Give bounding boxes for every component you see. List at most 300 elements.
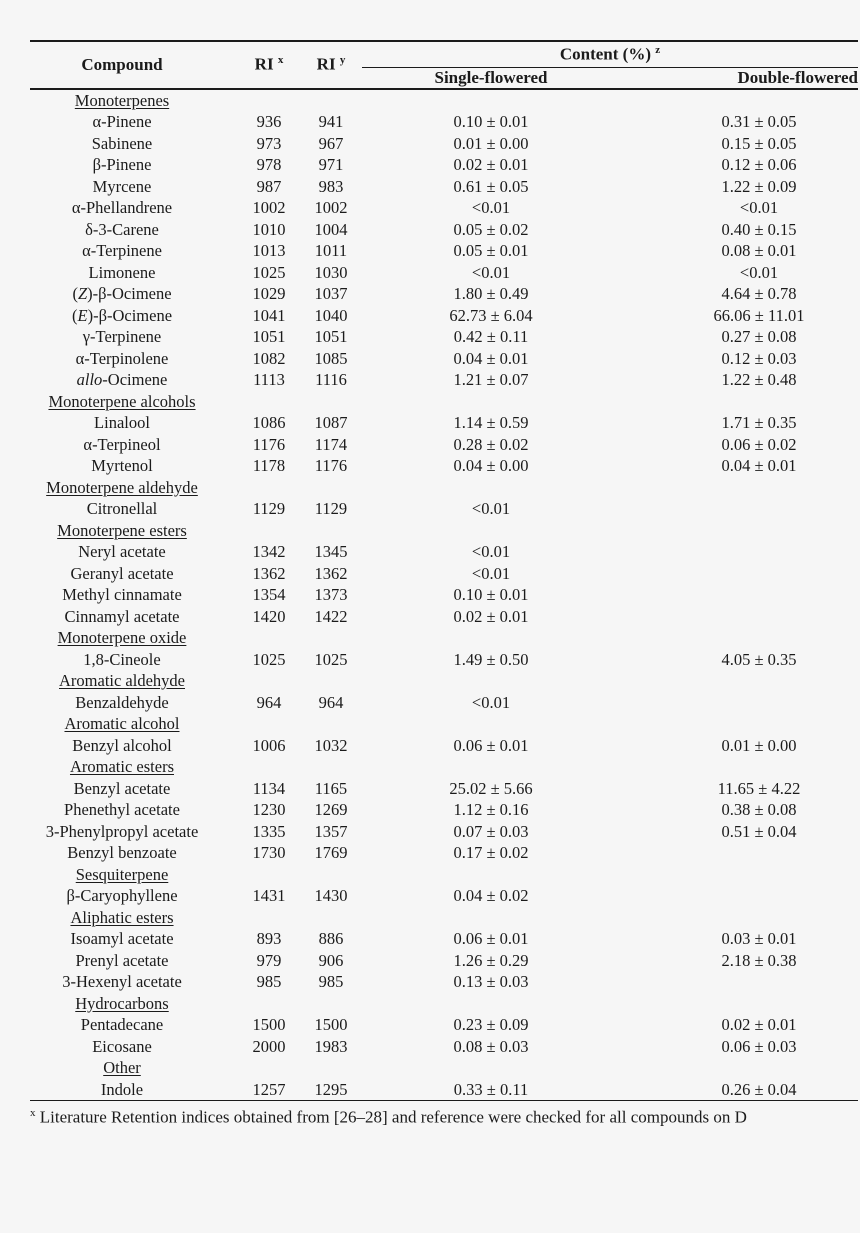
ri-y-value: 1030 [314, 262, 348, 282]
empty-cell [362, 520, 620, 542]
compound-name: Benzaldehyde [75, 692, 169, 712]
content-superscript: z [655, 43, 661, 56]
ri-y-value: 1087 [314, 413, 348, 432]
column-header-double-flowered: Double-flowered [620, 67, 858, 89]
ri-x-value: 1025 [252, 262, 286, 282]
table-row [30, 584, 858, 606]
table-row [30, 971, 858, 993]
ri-y-value: 1002 [314, 198, 348, 217]
group-label: Monoterpene aldehyde [46, 477, 198, 497]
ri-x-value: 1420 [252, 606, 286, 626]
empty-cell [362, 391, 620, 413]
group-row [30, 391, 858, 413]
double-flowered-value [620, 842, 858, 864]
compound-name: α-Terpinolene [75, 348, 169, 368]
ri-x-superscript: x [277, 54, 284, 67]
table-row [30, 412, 858, 434]
ri-x-value: 973 [256, 133, 282, 153]
empty-cell [238, 520, 300, 542]
ri-x-value: 1129 [252, 499, 286, 518]
compound-name: β-Caryophyllene [66, 886, 178, 905]
compound-name: α-Terpineol [83, 434, 161, 454]
ri-x-value: 1730 [252, 843, 286, 862]
single-flowered-value: 0.02 ± 0.01 [453, 155, 529, 174]
compound-name: 3-Phenylpropyl acetate [45, 821, 199, 841]
compound-name: (E)-β-Ocimene [71, 305, 173, 325]
ri-y-value: 1116 [315, 370, 347, 389]
double-flowered-value: 4.64 ± 0.78 [721, 284, 797, 303]
compound-name: Neryl acetate [78, 542, 166, 561]
ri-x-value: 1176 [252, 434, 286, 454]
double-flowered-value: 0.15 ± 0.05 [721, 133, 797, 153]
compound-content-table [30, 40, 858, 1101]
group-label: Aromatic esters [69, 757, 174, 776]
empty-cell [620, 1057, 858, 1079]
column-header-content [362, 41, 858, 67]
table-row [30, 133, 858, 155]
compound-name: α-Terpinene [82, 241, 162, 260]
single-flowered-value: 0.28 ± 0.02 [453, 434, 529, 454]
single-flowered-value: 0.10 ± 0.01 [453, 585, 529, 604]
empty-cell [300, 864, 362, 886]
group-label: Aliphatic esters [70, 907, 174, 927]
single-flowered-value: 0.61 ± 0.05 [453, 176, 529, 196]
ri-y-value: 1357 [314, 821, 348, 841]
empty-cell [620, 713, 858, 735]
ri-y-value: 1174 [314, 434, 348, 454]
table-row [30, 348, 858, 370]
ri-x-value: 985 [256, 972, 282, 991]
table-row [30, 885, 858, 907]
ri-y-value: 1165 [314, 778, 348, 798]
table-row [30, 1014, 858, 1036]
group-label: Monoterpene alcohols [48, 391, 196, 411]
double-flowered-value [620, 971, 858, 993]
single-flowered-value: 25.02 ± 5.66 [449, 778, 533, 798]
compound-name: Linalool [94, 413, 150, 432]
double-flowered-value: 0.06 ± 0.02 [721, 434, 797, 454]
compound-name: Cinnamyl acetate [64, 606, 180, 626]
double-flowered-value: 0.12 ± 0.03 [721, 348, 797, 368]
single-flowered-value: 62.73 ± 6.04 [449, 305, 533, 325]
empty-cell [620, 391, 858, 413]
single-flowered-value: 1.21 ± 0.07 [453, 370, 529, 389]
ri-y-value: 1430 [314, 886, 348, 905]
empty-cell [362, 1057, 620, 1079]
compound-name: Citronellal [86, 499, 158, 518]
empty-cell [362, 756, 620, 778]
single-flowered-value: 0.02 ± 0.01 [453, 606, 529, 626]
ri-y-value: 1037 [314, 284, 348, 303]
single-flowered-value: 0.08 ± 0.03 [453, 1036, 529, 1056]
group-label: Aromatic alcohol [64, 714, 180, 733]
double-flowered-value: 0.04 ± 0.01 [721, 456, 797, 475]
single-flowered-value: 0.42 ± 0.11 [453, 327, 529, 346]
ri-y-value: 1032 [314, 735, 348, 755]
group-label: Hydrocarbons [75, 993, 169, 1013]
empty-cell [362, 907, 620, 929]
single-flowered-value: 0.17 ± 0.02 [453, 843, 529, 862]
compound-name: Sabinene [91, 133, 153, 153]
empty-cell [300, 907, 362, 929]
empty-cell [362, 477, 620, 499]
ri-y-superscript: y [339, 54, 346, 67]
ri-y-value: 1362 [314, 563, 348, 583]
compound-name: Prenyl acetate [75, 950, 169, 970]
compound-name: Benzyl benzoate [67, 843, 177, 862]
table-row [30, 154, 858, 176]
empty-cell [300, 520, 362, 542]
ri-y-value: 1025 [314, 649, 348, 669]
compound-name: Indole [30, 1079, 238, 1101]
table-row [30, 692, 858, 714]
empty-cell [620, 477, 858, 499]
footnote [30, 1102, 860, 1129]
ri-x-value: 964 [256, 692, 282, 712]
column-header-ri-x [238, 41, 300, 89]
ri-x-value: 1342 [252, 542, 286, 561]
footnote-text: Literature Retention indices obtained from [26–28] and reference were checked for all compounds on D [39, 1107, 747, 1127]
table-row [30, 1036, 858, 1058]
empty-cell [300, 89, 362, 112]
column-header-single-flowered: Single-flowered [362, 67, 620, 89]
group-row [30, 520, 858, 542]
ri-y-value: 1500 [314, 1015, 348, 1034]
double-flowered-value [620, 692, 858, 714]
empty-cell [238, 670, 300, 692]
ri-x-value: 1002 [252, 198, 286, 217]
table-row [30, 176, 858, 198]
table-row [30, 842, 858, 864]
double-flowered-value: 2.18 ± 0.38 [721, 950, 797, 970]
empty-cell [300, 713, 362, 735]
single-flowered-value: 1.26 ± 0.29 [453, 950, 529, 970]
group-label: Monoterpenes [74, 90, 170, 110]
group-row [30, 713, 858, 735]
double-flowered-value [620, 584, 858, 606]
single-flowered-value: 0.10 ± 0.01 [453, 112, 529, 131]
ri-x-value: 1029 [252, 284, 286, 303]
empty-cell [238, 89, 300, 112]
single-flowered-value: 0.33 ± 0.11 [362, 1079, 620, 1101]
empty-cell [300, 391, 362, 413]
group-label: Aromatic aldehyde [59, 671, 185, 690]
group-row [30, 756, 858, 778]
double-flowered-value: 0.01 ± 0.00 [721, 735, 797, 755]
double-flowered-value: 0.03 ± 0.01 [721, 929, 797, 948]
empty-cell [238, 713, 300, 735]
ri-x-value: 1500 [252, 1015, 286, 1034]
double-flowered-value: 0.12 ± 0.06 [721, 155, 797, 174]
compound-name: Benzyl acetate [73, 778, 171, 798]
group-row [30, 1057, 858, 1079]
footnote-superscript: x [30, 1107, 36, 1119]
ri-x-value: 987 [256, 176, 282, 196]
double-flowered-value: 0.51 ± 0.04 [721, 821, 797, 841]
single-flowered-value: 0.07 ± 0.03 [453, 821, 529, 841]
single-flowered-value: 1.49 ± 0.50 [453, 649, 529, 669]
double-flowered-value [620, 541, 858, 563]
table-body [30, 89, 858, 1101]
table-row [30, 799, 858, 821]
compound-name: δ-3-Carene [85, 219, 159, 239]
group-row [30, 993, 858, 1015]
ri-y-value: 906 [318, 950, 344, 970]
ri-x-value: 1354 [252, 585, 286, 604]
ri-x-value: 1025 [252, 649, 286, 669]
empty-cell [620, 756, 858, 778]
ri-y-value: 1295 [300, 1079, 362, 1101]
single-flowered-value: 0.01 ± 0.00 [453, 133, 529, 153]
ri-x-value: 1431 [252, 886, 286, 905]
table-row [30, 498, 858, 520]
column-header-ri-y [300, 41, 362, 89]
table-row [30, 950, 858, 972]
table-row [30, 455, 858, 477]
ri-y-value: 1004 [314, 219, 348, 239]
ri-x-value: 1230 [252, 800, 286, 819]
single-flowered-value: <0.01 [471, 262, 511, 282]
ri-x-value: 1010 [252, 219, 286, 239]
compound-name: γ-Terpinene [82, 327, 162, 346]
content-label: Content (%) [559, 44, 651, 64]
table-row [30, 1079, 858, 1101]
table-row [30, 541, 858, 563]
single-flowered-value: <0.01 [471, 499, 511, 518]
table-row [30, 563, 858, 585]
table-row [30, 778, 858, 800]
ri-y-value: 971 [318, 155, 344, 174]
table-row [30, 434, 858, 456]
ri-y-value: 886 [318, 929, 344, 948]
compound-name: Benzyl alcohol [72, 735, 172, 755]
double-flowered-value: 0.40 ± 0.15 [721, 219, 797, 239]
double-flowered-value: 66.06 ± 11.01 [713, 305, 805, 325]
ri-y-value: 1769 [314, 843, 348, 862]
table-row [30, 369, 858, 391]
group-row [30, 89, 858, 112]
empty-cell [300, 993, 362, 1015]
empty-cell [238, 1057, 300, 1079]
ri-y-value: 941 [318, 112, 344, 131]
ri-x-value: 979 [256, 950, 282, 970]
single-flowered-value: 1.80 ± 0.49 [453, 284, 529, 303]
ri-x-value: 1362 [252, 563, 286, 583]
double-flowered-value: 0.26 ± 0.04 [620, 1079, 858, 1101]
ri-x-value: 2000 [252, 1036, 286, 1056]
ri-x-value: 1134 [252, 778, 286, 798]
empty-cell [238, 391, 300, 413]
compound-name: Myrcene [92, 176, 152, 196]
group-label: Monoterpene oxide [57, 628, 187, 647]
empty-cell [362, 89, 620, 112]
group-row [30, 477, 858, 499]
empty-cell [300, 627, 362, 649]
ri-x-label: RI [254, 55, 274, 75]
double-flowered-value [620, 498, 858, 520]
empty-cell [620, 993, 858, 1015]
ri-x-value: 1082 [252, 348, 286, 368]
empty-cell [620, 670, 858, 692]
empty-cell [238, 627, 300, 649]
ri-x-value: 1013 [252, 241, 286, 260]
single-flowered-value: 0.23 ± 0.09 [453, 1015, 529, 1034]
double-flowered-value [620, 563, 858, 585]
empty-cell [620, 520, 858, 542]
table-row [30, 305, 858, 327]
ri-x-value: 1051 [252, 327, 286, 346]
double-flowered-value: <0.01 [739, 198, 779, 217]
ri-x-value: 1178 [252, 456, 286, 475]
double-flowered-value: 0.02 ± 0.01 [721, 1015, 797, 1034]
ri-x-value: 978 [256, 155, 282, 174]
empty-cell [238, 756, 300, 778]
ri-y-label: RI [316, 55, 336, 75]
single-flowered-value: <0.01 [471, 692, 511, 712]
single-flowered-value: 0.06 ± 0.01 [453, 735, 529, 755]
table-row [30, 606, 858, 628]
empty-cell [238, 993, 300, 1015]
compound-name: (Z)-β-Ocimene [72, 284, 172, 303]
group-label: Other [103, 1058, 141, 1077]
ri-y-value: 1422 [314, 606, 348, 626]
compound-name: α-Pinene [92, 112, 152, 131]
table-row [30, 649, 858, 671]
double-flowered-value: 0.06 ± 0.03 [721, 1036, 797, 1056]
table-row [30, 262, 858, 284]
table-header [30, 41, 858, 89]
ri-y-value: 983 [318, 176, 344, 196]
compound-name: Myrtenol [91, 456, 153, 475]
single-flowered-value: 0.04 ± 0.00 [453, 456, 529, 475]
ri-y-value: 985 [318, 972, 344, 991]
column-header-compound: Compound [30, 41, 238, 89]
compound-name: α-Phellandrene [71, 198, 173, 217]
compound-name: 3-Hexenyl acetate [62, 972, 182, 991]
header-row-top [30, 41, 858, 67]
double-flowered-value: 1.22 ± 0.09 [721, 176, 797, 196]
ri-y-value: 1345 [314, 542, 348, 561]
ri-y-value: 1983 [314, 1036, 348, 1056]
ri-x-value: 893 [256, 929, 282, 948]
empty-cell [620, 864, 858, 886]
ri-y-value: 1176 [314, 456, 348, 475]
single-flowered-value: 0.13 ± 0.03 [453, 972, 529, 991]
ri-y-value: 1373 [314, 585, 348, 604]
empty-cell [362, 864, 620, 886]
table-row [30, 283, 858, 305]
ri-x-value: 1086 [252, 413, 286, 432]
single-flowered-value: <0.01 [471, 198, 511, 217]
group-label: Sesquiterpene [75, 864, 169, 884]
double-flowered-value: <0.01 [739, 262, 779, 282]
ri-x-value: 1257 [238, 1079, 300, 1101]
compound-name: β-Pinene [92, 155, 152, 174]
single-flowered-value: <0.01 [471, 563, 511, 583]
ri-y-value: 1011 [314, 241, 348, 260]
ri-x-value: 1041 [252, 305, 286, 325]
empty-cell [362, 993, 620, 1015]
ri-x-value: 1113 [253, 370, 285, 389]
single-flowered-value: 0.04 ± 0.01 [453, 348, 529, 368]
empty-cell [620, 627, 858, 649]
ri-y-value: 1051 [314, 327, 348, 346]
table-row [30, 240, 858, 262]
compound-name: allo-Ocimene [76, 370, 168, 389]
compound-name: Eicosane [92, 1036, 152, 1056]
table-row [30, 821, 858, 843]
compound-name: Phenethyl acetate [64, 800, 180, 819]
table-row [30, 928, 858, 950]
double-flowered-value: 0.38 ± 0.08 [721, 800, 797, 819]
empty-cell [238, 477, 300, 499]
empty-cell [300, 477, 362, 499]
compound-name: Isoamyl acetate [70, 929, 174, 948]
compound-name: Limonene [88, 262, 156, 282]
empty-cell [620, 907, 858, 929]
ri-y-value: 967 [318, 133, 344, 153]
table-row [30, 219, 858, 241]
group-label: Monoterpene esters [57, 520, 187, 540]
ri-y-value: 1085 [314, 348, 348, 368]
table-row [30, 111, 858, 133]
group-row [30, 864, 858, 886]
single-flowered-value: 0.05 ± 0.01 [453, 241, 529, 260]
empty-cell [620, 89, 858, 112]
single-flowered-value: 0.05 ± 0.02 [453, 219, 529, 239]
ri-y-value: 1129 [314, 499, 348, 518]
ri-y-value: 964 [318, 692, 344, 712]
single-flowered-value: <0.01 [471, 542, 511, 561]
table-row [30, 735, 858, 757]
compound-name: Pentadecane [80, 1015, 164, 1034]
double-flowered-value: 0.27 ± 0.08 [721, 327, 797, 346]
compound-name: Methyl cinnamate [62, 585, 182, 604]
empty-cell [300, 670, 362, 692]
empty-cell [300, 1057, 362, 1079]
single-flowered-value: 1.12 ± 0.16 [453, 800, 529, 819]
double-flowered-value: 0.31 ± 0.05 [721, 112, 797, 131]
double-flowered-value [620, 606, 858, 628]
double-flowered-value: 0.08 ± 0.01 [721, 241, 797, 260]
ri-y-value: 1269 [314, 800, 348, 819]
empty-cell [362, 627, 620, 649]
compound-name: 1,8-Cineole [83, 649, 161, 669]
double-flowered-value: 1.22 ± 0.48 [721, 370, 797, 389]
single-flowered-value: 0.06 ± 0.01 [453, 929, 529, 948]
ri-x-value: 1335 [252, 821, 286, 841]
empty-cell [362, 713, 620, 735]
ri-y-value: 1040 [314, 305, 348, 325]
empty-cell [300, 756, 362, 778]
empty-cell [362, 670, 620, 692]
table-row [30, 326, 858, 348]
single-flowered-value: 0.04 ± 0.02 [453, 886, 529, 905]
group-row [30, 670, 858, 692]
empty-cell [238, 864, 300, 886]
empty-cell [238, 907, 300, 929]
double-flowered-value: 1.71 ± 0.35 [721, 413, 797, 432]
group-row [30, 907, 858, 929]
compound-name: Geranyl acetate [70, 563, 174, 583]
single-flowered-value: 1.14 ± 0.59 [453, 413, 529, 432]
group-row [30, 627, 858, 649]
double-flowered-value [620, 885, 858, 907]
table-row [30, 197, 858, 219]
double-flowered-value: 4.05 ± 0.35 [721, 649, 797, 669]
double-flowered-value: 11.65 ± 4.22 [717, 778, 801, 798]
ri-x-value: 1006 [252, 735, 286, 755]
